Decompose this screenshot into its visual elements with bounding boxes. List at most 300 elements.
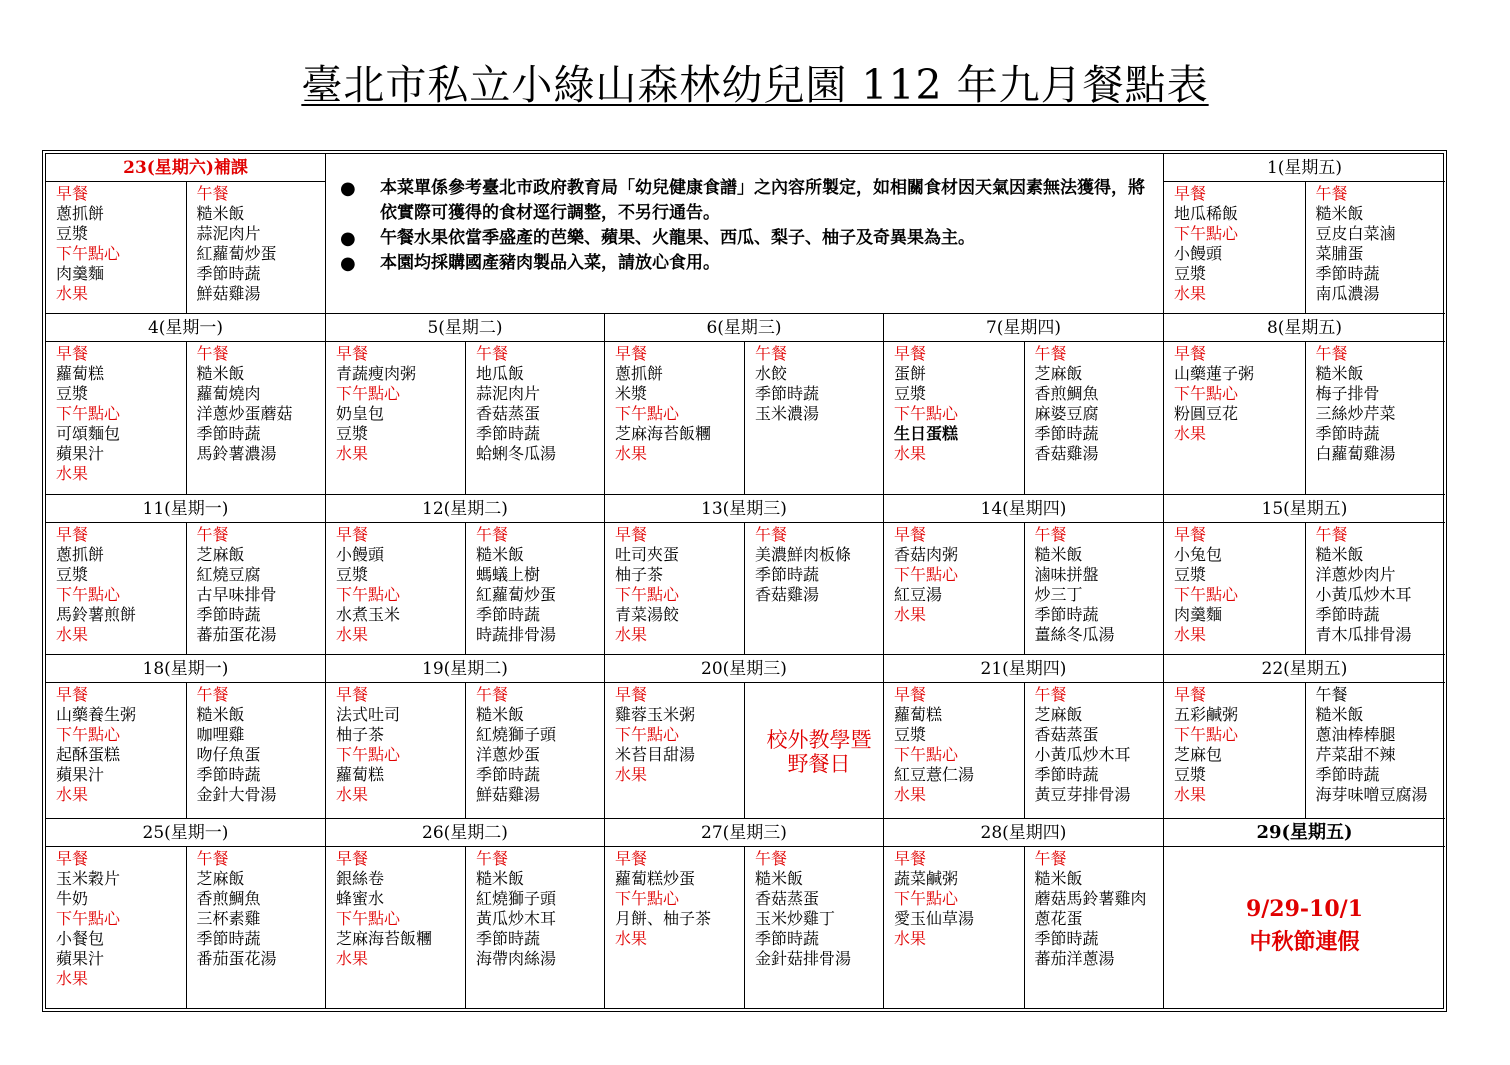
snack-item: 蘿蔔糕 bbox=[336, 765, 385, 784]
lunch-item: 糙米飯 bbox=[1315, 705, 1364, 724]
snack-label: 下午點心 bbox=[615, 585, 680, 604]
fruit-label: 水果 bbox=[1174, 625, 1207, 644]
breakfast-label: 早餐 bbox=[615, 344, 648, 363]
breakfast-label: 早餐 bbox=[56, 184, 89, 203]
lunch-item: 水餃 bbox=[755, 364, 788, 383]
lunch-column bbox=[1305, 523, 1446, 654]
day-1 bbox=[1164, 154, 1445, 314]
lunch-label: 午餐 bbox=[476, 344, 509, 363]
breakfast-item: 蔥抓餅 bbox=[56, 204, 105, 223]
fruit-label: 水果 bbox=[894, 929, 927, 948]
breakfast-label: 早餐 bbox=[615, 685, 648, 704]
lunch-item: 季節時蔬 bbox=[196, 765, 261, 784]
fruit-label: 水果 bbox=[615, 625, 648, 644]
breakfast-snack-column bbox=[326, 523, 465, 654]
snack-label: 下午點心 bbox=[56, 909, 121, 928]
lunch-column bbox=[1024, 342, 1164, 494]
snack-label: 下午點心 bbox=[56, 404, 121, 423]
lunch-label: 午餐 bbox=[1034, 344, 1067, 363]
meal-columns bbox=[605, 523, 883, 654]
lunch-item: 季節時蔬 bbox=[476, 424, 541, 443]
lunch-item: 季節時蔬 bbox=[1315, 765, 1380, 784]
breakfast-item: 山藥蓮子粥 bbox=[1174, 364, 1255, 383]
lunch-item: 季節時蔬 bbox=[476, 929, 541, 948]
snack-label: 下午點心 bbox=[894, 404, 959, 423]
lunch-item: 季節時蔬 bbox=[196, 264, 261, 283]
meal-columns bbox=[46, 523, 325, 654]
lunch-item: 蒜泥肉片 bbox=[196, 224, 261, 243]
snack-label: 下午點心 bbox=[894, 889, 959, 908]
breakfast-item: 豆漿 bbox=[1174, 565, 1207, 584]
special-event-text: 校外教學暨 bbox=[766, 727, 872, 752]
lunch-item: 季節時蔬 bbox=[1315, 424, 1380, 443]
breakfast-item: 豆漿 bbox=[894, 725, 927, 744]
day-7 bbox=[884, 314, 1164, 495]
snack-item: 馬鈴薯煎餅 bbox=[56, 605, 137, 624]
breakfast-item: 山藥養生粥 bbox=[56, 705, 137, 724]
lunch-item: 螞蟻上樹 bbox=[476, 565, 541, 584]
snack-label: 下午點心 bbox=[56, 585, 121, 604]
lunch-item: 糙米飯 bbox=[476, 545, 525, 564]
day-header: 14(星期四) bbox=[884, 495, 1163, 523]
meal-columns bbox=[46, 847, 325, 1009]
lunch-item: 黃豆芽排骨湯 bbox=[1034, 785, 1131, 804]
lunch-label: 午餐 bbox=[476, 849, 509, 868]
snack-item: 小饅頭 bbox=[1174, 244, 1223, 263]
breakfast-snack-column bbox=[1164, 342, 1305, 494]
day-6 bbox=[605, 314, 884, 495]
breakfast-item: 香菇肉粥 bbox=[894, 545, 959, 564]
lunch-column bbox=[465, 342, 604, 494]
breakfast-item: 蛋餅 bbox=[894, 364, 927, 383]
lunch-item: 鮮菇雞湯 bbox=[476, 785, 541, 804]
lunch-item: 玉米濃湯 bbox=[755, 404, 820, 423]
lunch-label: 午餐 bbox=[196, 184, 229, 203]
lunch-item: 紅燒獅子頭 bbox=[476, 889, 557, 908]
snack-item: 米苔目甜湯 bbox=[615, 745, 696, 764]
meal-columns bbox=[326, 342, 604, 494]
snack-item: 豆漿 bbox=[336, 424, 369, 443]
bullet-icon: ● bbox=[340, 253, 356, 274]
fruit-label: 水果 bbox=[615, 765, 648, 784]
lunch-item: 糙米飯 bbox=[476, 869, 525, 888]
lunch-item: 美濃鮮肉板條 bbox=[755, 545, 852, 564]
lunch-item: 糙米飯 bbox=[196, 705, 245, 724]
day-26 bbox=[326, 819, 605, 1009]
bullet-icon: ● bbox=[340, 178, 356, 199]
lunch-item: 糙米飯 bbox=[1315, 545, 1364, 564]
breakfast-item: 蘿蔔糕 bbox=[894, 705, 943, 724]
lunch-column bbox=[186, 182, 326, 313]
lunch-column bbox=[465, 523, 604, 654]
day-25 bbox=[46, 819, 326, 1009]
snack-item: 蘋果汁 bbox=[56, 444, 105, 463]
lunch-item: 蛤蜊冬瓜湯 bbox=[476, 444, 557, 463]
lunch-item: 蔥花蛋 bbox=[1034, 909, 1083, 928]
lunch-item: 馬鈴薯濃湯 bbox=[196, 444, 277, 463]
breakfast-item: 蜂蜜水 bbox=[336, 889, 385, 908]
lunch-column bbox=[1305, 342, 1446, 494]
snack-item: 小餐包 bbox=[56, 929, 105, 948]
lunch-item: 紅燒豆腐 bbox=[196, 565, 261, 584]
breakfast-label: 早餐 bbox=[1174, 525, 1207, 544]
snack-label: 下午點心 bbox=[615, 404, 680, 423]
lunch-item: 蕃茄洋蔥湯 bbox=[1034, 949, 1115, 968]
meal-columns bbox=[884, 683, 1163, 818]
snack-label: 下午點心 bbox=[1174, 224, 1239, 243]
breakfast-snack-column bbox=[46, 847, 186, 1009]
lunch-item: 南瓜濃湯 bbox=[1315, 284, 1380, 303]
snack-label: 下午點心 bbox=[336, 745, 401, 764]
day-header: 8(星期五) bbox=[1164, 314, 1445, 342]
day-header: 18(星期一) bbox=[46, 655, 325, 683]
lunch-item: 香煎鯛魚 bbox=[196, 889, 261, 908]
breakfast-label: 早餐 bbox=[894, 344, 927, 363]
day-header: 6(星期三) bbox=[605, 314, 883, 342]
snack-label: 下午點心 bbox=[894, 565, 959, 584]
fruit-label: 水果 bbox=[1174, 424, 1207, 443]
lunch-item: 季節時蔬 bbox=[755, 565, 820, 584]
lunch-item: 糙米飯 bbox=[1034, 545, 1083, 564]
snack-item: 粉圓豆花 bbox=[1174, 404, 1239, 423]
day-header: 29(星期五) bbox=[1164, 819, 1445, 847]
breakfast-snack-column bbox=[326, 847, 465, 1009]
lunch-item: 蘿蔔燒肉 bbox=[196, 384, 261, 403]
lunch-item: 金針大骨湯 bbox=[196, 785, 277, 804]
holiday-notice bbox=[1164, 847, 1445, 1009]
lunch-item: 季節時蔬 bbox=[1034, 605, 1099, 624]
day-header: 12(星期二) bbox=[326, 495, 604, 523]
lunch-item: 洋蔥炒蛋 bbox=[476, 745, 541, 764]
day-header: 13(星期三) bbox=[605, 495, 883, 523]
fruit-label: 水果 bbox=[894, 444, 927, 463]
snack-label: 下午點心 bbox=[615, 725, 680, 744]
breakfast-label: 早餐 bbox=[894, 849, 927, 868]
meal-columns bbox=[884, 847, 1163, 1009]
lunch-item: 糙米飯 bbox=[1315, 364, 1364, 383]
lunch-item: 香菇蒸蛋 bbox=[476, 404, 541, 423]
breakfast-snack-column bbox=[326, 683, 465, 818]
day-header: 21(星期四) bbox=[884, 655, 1163, 683]
breakfast-item: 五彩鹹粥 bbox=[1174, 705, 1239, 724]
lunch-column bbox=[744, 342, 883, 494]
lunch-item: 季節時蔬 bbox=[755, 929, 820, 948]
breakfast-item: 蔥抓餅 bbox=[56, 545, 105, 564]
holiday-text: 9/29-10/1 bbox=[1245, 896, 1364, 922]
lunch-item: 炒三丁 bbox=[1034, 585, 1083, 604]
breakfast-item: 豆漿 bbox=[56, 565, 89, 584]
fruit-label: 水果 bbox=[615, 444, 648, 463]
breakfast-snack-column bbox=[46, 342, 186, 494]
notice-item: ● 本菜單係參考臺北市政府教育局「幼兒健康食譜」之內容所製定，如相關食材因天氣因素無法獲得，將依實際可獲得的食材逕行調整，不另行通告。 bbox=[340, 176, 1163, 226]
meal-columns bbox=[884, 523, 1163, 654]
breakfast-item: 蔥抓餅 bbox=[615, 364, 664, 383]
meal-columns bbox=[46, 683, 325, 818]
lunch-item: 黃瓜炒木耳 bbox=[476, 909, 557, 928]
snack-item: 肉羹麵 bbox=[56, 264, 105, 283]
lunch-item: 香菇蒸蛋 bbox=[1034, 725, 1099, 744]
day-14 bbox=[884, 495, 1164, 655]
snack-item: 可頌麵包 bbox=[56, 424, 121, 443]
fruit-label: 水果 bbox=[615, 929, 648, 948]
breakfast-label: 早餐 bbox=[336, 849, 369, 868]
snack-item: 起酥蛋糕 bbox=[56, 745, 121, 764]
breakfast-snack-column bbox=[605, 523, 744, 654]
snack-item: 月餅、柚子茶 bbox=[615, 909, 712, 928]
meal-columns bbox=[1164, 182, 1445, 313]
snack-item: 肉羹麵 bbox=[1174, 605, 1223, 624]
snack-label: 下午點心 bbox=[1174, 725, 1239, 744]
breakfast-snack-column bbox=[326, 342, 465, 494]
page-title: 臺北市私立小綠山森林幼兒園 112 年九月餐點表 bbox=[301, 61, 1209, 109]
lunch-column bbox=[186, 523, 326, 654]
lunch-item: 青木瓜排骨湯 bbox=[1315, 625, 1412, 644]
day-13 bbox=[605, 495, 884, 655]
lunch-item: 糙米飯 bbox=[1034, 869, 1083, 888]
breakfast-item: 豆漿 bbox=[894, 384, 927, 403]
lunch-item: 古早味排骨 bbox=[196, 585, 277, 604]
breakfast-label: 早餐 bbox=[615, 525, 648, 544]
snack-label: 下午點心 bbox=[56, 725, 121, 744]
day-header: 22(星期五) bbox=[1164, 655, 1445, 683]
breakfast-item: 蘿蔔糕炒蛋 bbox=[615, 869, 696, 888]
lunch-item: 糙米飯 bbox=[755, 869, 804, 888]
lunch-item: 芹菜甜不辣 bbox=[1315, 745, 1396, 764]
lunch-item: 季節時蔬 bbox=[476, 605, 541, 624]
meal-columns bbox=[46, 182, 325, 313]
lunch-column bbox=[186, 847, 326, 1009]
breakfast-item: 小饅頭 bbox=[336, 545, 385, 564]
menu-grid bbox=[45, 153, 1444, 1009]
breakfast-snack-column bbox=[605, 683, 744, 818]
breakfast-label: 早餐 bbox=[56, 849, 89, 868]
breakfast-snack-column bbox=[1164, 683, 1305, 818]
breakfast-snack-column bbox=[1164, 523, 1305, 654]
lunch-item: 紅蘿蔔炒蛋 bbox=[476, 585, 557, 604]
lunch-item: 紅蘿蔔炒蛋 bbox=[196, 244, 277, 263]
lunch-label: 午餐 bbox=[196, 685, 229, 704]
breakfast-label: 早餐 bbox=[615, 849, 648, 868]
breakfast-snack-column bbox=[46, 182, 186, 313]
special-event-text: 野餐日 bbox=[787, 751, 851, 776]
day-21 bbox=[884, 655, 1164, 819]
breakfast-label: 早餐 bbox=[336, 525, 369, 544]
lunch-label: 午餐 bbox=[1315, 344, 1348, 363]
breakfast-item: 豆漿 bbox=[336, 565, 369, 584]
snack-item: 愛玉仙草湯 bbox=[894, 909, 975, 928]
lunch-item: 季節時蔬 bbox=[1034, 929, 1099, 948]
snack-item: 豆漿 bbox=[1174, 264, 1207, 283]
day-20 bbox=[605, 655, 884, 819]
lunch-item: 地瓜飯 bbox=[476, 364, 525, 383]
snack-item: 紅豆薏仁湯 bbox=[894, 765, 975, 784]
fruit-label: 水果 bbox=[336, 625, 369, 644]
day-header: 1(星期五) bbox=[1164, 154, 1445, 182]
snack-label: 下午點心 bbox=[1174, 585, 1239, 604]
meal-columns bbox=[884, 342, 1163, 494]
day-12 bbox=[326, 495, 605, 655]
fruit-label: 水果 bbox=[894, 605, 927, 624]
fruit-label: 水果 bbox=[56, 969, 89, 988]
meal-columns bbox=[326, 523, 604, 654]
lunch-item: 三絲炒芹菜 bbox=[1315, 404, 1396, 423]
meal-columns bbox=[1164, 342, 1445, 494]
breakfast-label: 早餐 bbox=[56, 685, 89, 704]
breakfast-label: 早餐 bbox=[1174, 184, 1207, 203]
snack-item: 紅豆湯 bbox=[894, 585, 943, 604]
day-23 bbox=[46, 154, 326, 314]
breakfast-snack-column bbox=[46, 683, 186, 818]
breakfast-item: 米漿 bbox=[615, 384, 648, 403]
day-header: 23(星期六)補課 bbox=[46, 154, 325, 182]
lunch-item: 季節時蔬 bbox=[196, 929, 261, 948]
lunch-item: 季節時蔬 bbox=[1034, 765, 1099, 784]
lunch-item: 季節時蔬 bbox=[196, 424, 261, 443]
lunch-item: 香菇雞湯 bbox=[1034, 444, 1099, 463]
snack-label: 下午點心 bbox=[336, 909, 401, 928]
breakfast-snack-column bbox=[605, 342, 744, 494]
lunch-item: 芝麻飯 bbox=[1034, 705, 1083, 724]
day-header: 25(星期一) bbox=[46, 819, 325, 847]
snack-item: 豆漿 bbox=[1174, 765, 1207, 784]
lunch-item: 滷味拼盤 bbox=[1034, 565, 1099, 584]
breakfast-item: 柚子茶 bbox=[336, 725, 385, 744]
lunch-item: 蘑菇馬鈴薯雞肉 bbox=[1034, 889, 1147, 908]
snack-label: 下午點心 bbox=[336, 585, 401, 604]
lunch-item: 薑絲冬瓜湯 bbox=[1034, 625, 1115, 644]
day-29 bbox=[1164, 819, 1445, 1009]
breakfast-item: 玉米穀片 bbox=[56, 869, 121, 888]
lunch-item: 糙米飯 bbox=[476, 705, 525, 724]
lunch-item: 玉米炒雞丁 bbox=[755, 909, 836, 928]
fruit-label: 水果 bbox=[56, 625, 89, 644]
meal-columns bbox=[1164, 683, 1445, 818]
breakfast-item: 法式吐司 bbox=[336, 705, 401, 724]
lunch-label: 午餐 bbox=[755, 344, 788, 363]
breakfast-snack-column bbox=[884, 523, 1024, 654]
fruit-label: 水果 bbox=[894, 785, 927, 804]
breakfast-item: 地瓜稀飯 bbox=[1174, 204, 1239, 223]
lunch-item: 季節時蔬 bbox=[755, 384, 820, 403]
day-19 bbox=[326, 655, 605, 819]
lunch-label: 午餐 bbox=[1034, 685, 1067, 704]
lunch-item: 小黃瓜炒木耳 bbox=[1315, 585, 1412, 604]
lunch-item: 香煎鯛魚 bbox=[1034, 384, 1099, 403]
lunch-item: 季節時蔬 bbox=[1315, 605, 1380, 624]
lunch-column bbox=[744, 847, 883, 1009]
snack-item: 奶皇包 bbox=[336, 404, 385, 423]
lunch-item: 時蔬排骨湯 bbox=[476, 625, 557, 644]
meal-columns bbox=[605, 342, 883, 494]
snack-label: 下午點心 bbox=[1174, 384, 1239, 403]
lunch-item: 糙米飯 bbox=[196, 204, 245, 223]
breakfast-label: 早餐 bbox=[56, 525, 89, 544]
snack-item: 青菜湯餃 bbox=[615, 605, 680, 624]
breakfast-label: 早餐 bbox=[336, 685, 369, 704]
breakfast-label: 早餐 bbox=[894, 685, 927, 704]
day-header: 26(星期二) bbox=[326, 819, 604, 847]
lunch-item: 香菇雞湯 bbox=[755, 585, 820, 604]
lunch-column bbox=[1305, 683, 1446, 818]
breakfast-snack-column bbox=[884, 342, 1024, 494]
lunch-item: 季節時蔬 bbox=[196, 605, 261, 624]
lunch-label: 午餐 bbox=[1034, 525, 1067, 544]
fruit-label: 水果 bbox=[336, 949, 369, 968]
breakfast-item: 柚子茶 bbox=[615, 565, 664, 584]
lunch-item: 豆皮白菜滷 bbox=[1315, 224, 1396, 243]
bullet-icon: ● bbox=[340, 228, 356, 249]
snack-label: 下午點心 bbox=[615, 889, 680, 908]
meal-columns bbox=[326, 683, 604, 818]
breakfast-item: 吐司夾蛋 bbox=[615, 545, 680, 564]
lunch-column bbox=[1024, 523, 1164, 654]
breakfast-snack-column bbox=[1164, 182, 1305, 313]
lunch-item: 芝麻飯 bbox=[196, 545, 245, 564]
lunch-item: 三杯素雞 bbox=[196, 909, 261, 928]
lunch-label: 午餐 bbox=[196, 344, 229, 363]
lunch-item: 蕃茄蛋花湯 bbox=[196, 625, 277, 644]
day-header: 11(星期一) bbox=[46, 495, 325, 523]
lunch-item: 菜脯蛋 bbox=[1315, 244, 1364, 263]
lunch-item: 蔥油棒棒腿 bbox=[1315, 725, 1396, 744]
lunch-label: 午餐 bbox=[1315, 184, 1348, 203]
lunch-item: 洋蔥炒蛋蘑菇 bbox=[196, 404, 293, 423]
lunch-column bbox=[465, 847, 604, 1009]
lunch-item: 蒜泥肉片 bbox=[476, 384, 541, 403]
day-header: 27(星期三) bbox=[605, 819, 883, 847]
lunch-label: 午餐 bbox=[476, 525, 509, 544]
lunch-item: 季節時蔬 bbox=[1315, 264, 1380, 283]
lunch-item: 芝麻飯 bbox=[196, 869, 245, 888]
holiday-text: 中秋節連假 bbox=[1249, 929, 1360, 955]
meal-columns bbox=[605, 683, 883, 818]
lunch-column bbox=[186, 683, 326, 818]
lunch-label: 午餐 bbox=[196, 525, 229, 544]
lunch-item: 番茄蛋花湯 bbox=[196, 949, 277, 968]
lunch-item: 糙米飯 bbox=[1315, 204, 1364, 223]
notice-item: ● 午餐水果依當季盛產的芭樂、蘋果、火龍果、西瓜、梨子、柚子及奇異果為主。 bbox=[340, 228, 975, 249]
fruit-label: 水果 bbox=[1174, 785, 1207, 804]
lunch-item: 芝麻飯 bbox=[1034, 364, 1083, 383]
snack-item: 蘋果汁 bbox=[56, 765, 105, 784]
lunch-label: 午餐 bbox=[476, 685, 509, 704]
snack-item: 蘋果汁 bbox=[56, 949, 105, 968]
breakfast-label: 早餐 bbox=[1174, 685, 1207, 704]
breakfast-item: 青蔬瘦肉粥 bbox=[336, 364, 417, 383]
lunch-item: 糙米飯 bbox=[196, 364, 245, 383]
day-18 bbox=[46, 655, 326, 819]
snack-item: 生日蛋糕 bbox=[894, 424, 959, 443]
lunch-item: 香菇蒸蛋 bbox=[755, 889, 820, 908]
breakfast-snack-column bbox=[884, 847, 1024, 1009]
fruit-label: 水果 bbox=[1174, 284, 1207, 303]
fruit-label: 水果 bbox=[56, 464, 89, 483]
breakfast-label: 早餐 bbox=[1174, 344, 1207, 363]
lunch-item: 紅燒獅子頭 bbox=[476, 725, 557, 744]
day-15 bbox=[1164, 495, 1445, 655]
lunch-item: 麻婆豆腐 bbox=[1034, 404, 1099, 423]
lunch-column bbox=[744, 523, 883, 654]
notice-box bbox=[326, 154, 1164, 314]
day-header: 28(星期四) bbox=[884, 819, 1163, 847]
lunch-item: 梅子排骨 bbox=[1315, 384, 1380, 403]
snack-item: 水煮玉米 bbox=[336, 605, 401, 624]
fruit-label: 水果 bbox=[56, 284, 89, 303]
snack-item: 芝麻包 bbox=[1174, 745, 1223, 764]
snack-label: 下午點心 bbox=[894, 745, 959, 764]
breakfast-item: 豆漿 bbox=[56, 224, 89, 243]
breakfast-snack-column bbox=[46, 523, 186, 654]
